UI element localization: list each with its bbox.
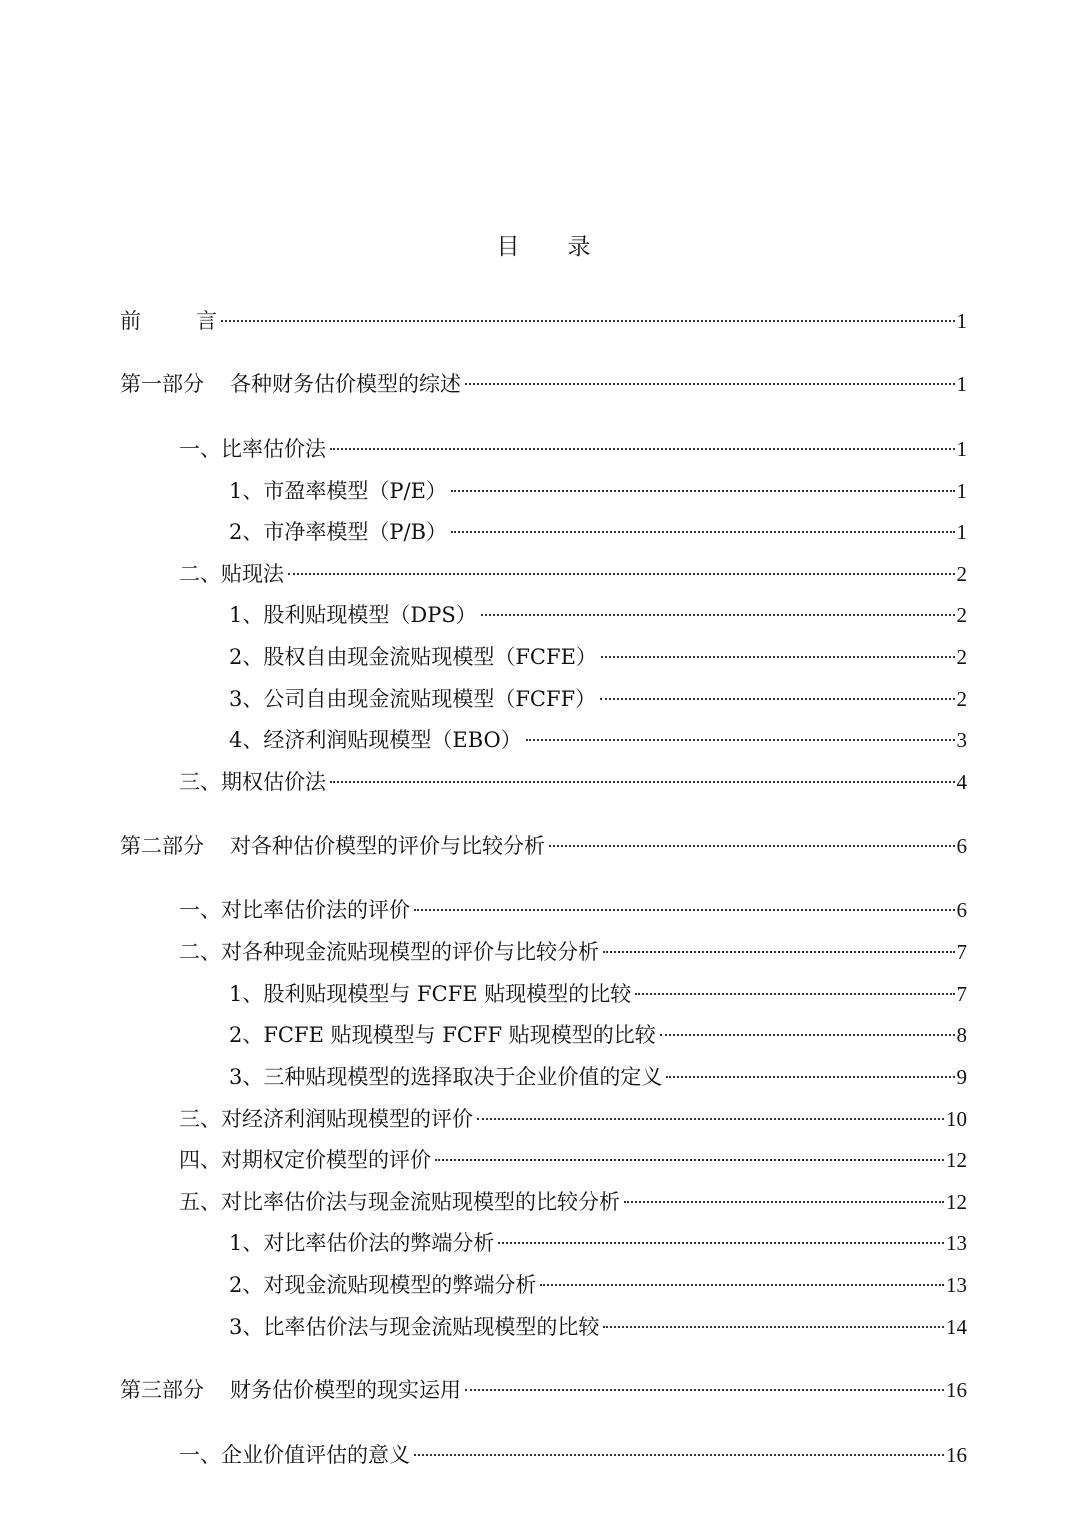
toc-entry-label: 1、股利贴现模型与 FCFE 贴现模型的比较 — [229, 982, 632, 1006]
toc-entry[interactable] — [229, 1270, 967, 1300]
toc-entry[interactable] — [229, 979, 967, 1009]
toc-entry-label: 一、企业价值评估的意义 — [179, 1443, 410, 1467]
toc-entry[interactable] — [229, 1020, 967, 1050]
toc-leader-dots — [465, 1389, 944, 1391]
toc-entry-label: 3、公司自由现金流贴现模型（FCFF） — [229, 687, 597, 711]
toc-entry-label: 3、三种贴现模型的选择取决于企业价值的定义 — [229, 1065, 663, 1089]
toc-page-number: 2 — [956, 645, 967, 669]
toc-entry-label: 一、对比率估价法的评价 — [179, 898, 410, 922]
toc-entry[interactable] — [229, 1062, 967, 1092]
toc-entry[interactable] — [229, 642, 967, 672]
toc-entry-label: 一、比率估价法 — [179, 437, 326, 461]
toc-entry-label: 二、贴现法 — [179, 562, 284, 586]
toc-entry-label: 1、对比率估价法的弊端分析 — [229, 1231, 495, 1255]
toc-page-number: 2 — [956, 562, 967, 586]
toc-entry-label: 4、经济利润贴现模型（EBO） — [229, 728, 522, 752]
toc-leader-dots — [600, 698, 954, 700]
toc-page-number: 1 — [956, 372, 967, 396]
toc-entry-label: 2、市净率模型（P/B） — [229, 520, 447, 544]
toc-entry-label: 第一部分 各种财务估价模型的综述 — [120, 372, 461, 396]
toc-page-number: 13 — [946, 1231, 967, 1255]
toc-leader-dots — [330, 781, 955, 783]
toc-leader-dots — [477, 1118, 944, 1120]
toc-entry-label: 二、对各种现金流贴现模型的评价与比较分析 — [179, 940, 599, 964]
toc-leader-dots — [288, 573, 955, 575]
toc-entry-label: 三、期权估价法 — [179, 770, 326, 794]
toc-entry-part-2[interactable] — [120, 831, 967, 861]
toc-page-number: 2 — [956, 603, 967, 627]
toc-leader-dots — [465, 383, 955, 385]
toc-leader-dots — [481, 614, 955, 616]
toc-page-number: 10 — [946, 1107, 967, 1131]
toc-leader-dots — [635, 993, 954, 995]
toc-page-number: 7 — [956, 940, 967, 964]
toc-entry[interactable] — [179, 1145, 967, 1175]
toc-page-number: 3 — [956, 728, 967, 752]
toc-entry-label: 2、FCFE 贴现模型与 FCFF 贴现模型的比较 — [229, 1023, 656, 1047]
toc-entry-label: 第三部分 财务估价模型的现实运用 — [120, 1378, 461, 1402]
toc-entry[interactable] — [179, 937, 967, 967]
toc-page-number: 1 — [956, 520, 967, 544]
toc-leader-dots — [549, 845, 955, 847]
toc-page-number: 1 — [956, 437, 967, 461]
toc-page-number: 14 — [946, 1315, 967, 1339]
toc-entry-part-3[interactable] — [120, 1375, 967, 1405]
toc-page-number: 16 — [946, 1378, 967, 1402]
toc-entry-label: 3、比率估价法与现金流贴现模型的比较 — [229, 1315, 600, 1339]
toc-entry-label: 第二部分 对各种估价模型的评价与比较分析 — [120, 834, 545, 858]
toc-leader-dots — [414, 1454, 944, 1456]
toc-entry[interactable] — [179, 1104, 967, 1134]
toc-page-number: 12 — [946, 1190, 967, 1214]
toc-leader-dots — [603, 951, 955, 953]
toc-page-number: 8 — [956, 1023, 967, 1047]
toc-leader-dots — [451, 531, 955, 533]
toc-page-number: 6 — [956, 898, 967, 922]
toc-leader-dots — [540, 1284, 944, 1286]
toc-entry-label: 四、对期权定价模型的评价 — [179, 1148, 431, 1172]
toc-leader-dots — [221, 320, 955, 322]
toc-entry[interactable] — [229, 725, 967, 755]
toc-entry-label: 三、对经济利润贴现模型的评价 — [179, 1107, 473, 1131]
toc-page-number: 1 — [956, 479, 967, 503]
toc-page-number: 9 — [956, 1065, 967, 1089]
toc-leader-dots — [624, 1201, 944, 1203]
toc-leader-dots — [660, 1034, 955, 1036]
toc-entry[interactable] — [229, 476, 967, 506]
toc-leader-dots — [451, 490, 955, 492]
toc-leader-dots — [601, 656, 955, 658]
toc-page-number: 6 — [956, 834, 967, 858]
toc-leader-dots — [435, 1159, 944, 1161]
toc-entry-label: 1、股利贴现模型（DPS） — [229, 603, 477, 627]
toc-leader-dots — [526, 739, 955, 741]
toc-entry[interactable] — [229, 1312, 967, 1342]
toc-page-number: 7 — [956, 982, 967, 1006]
toc-entry[interactable] — [229, 600, 967, 630]
toc-entry[interactable] — [229, 684, 967, 714]
toc-entry-preface[interactable] — [120, 306, 967, 336]
toc-page-number: 2 — [956, 687, 967, 711]
toc-entry[interactable] — [179, 895, 967, 925]
toc-entry-label: 2、对现金流贴现模型的弊端分析 — [229, 1273, 537, 1297]
toc-entry[interactable] — [179, 1187, 967, 1217]
toc-leader-dots — [330, 448, 955, 450]
toc-leader-dots — [666, 1076, 954, 1078]
toc-page-number: 1 — [956, 309, 967, 333]
toc-leader-dots — [498, 1242, 944, 1244]
toc-page-number: 13 — [946, 1273, 967, 1297]
toc-entry-label: 五、对比率估价法与现金流贴现模型的比较分析 — [179, 1190, 620, 1214]
toc-entry[interactable] — [179, 434, 967, 464]
toc-leader-dots — [603, 1326, 944, 1328]
toc-leader-dots — [414, 909, 955, 911]
toc-page-number: 4 — [956, 770, 967, 794]
title-char-right: 录 — [567, 234, 591, 260]
toc-entry-label: 2、股权自由现金流贴现模型（FCFE） — [229, 645, 597, 669]
toc-entry-part-1[interactable] — [120, 369, 967, 399]
toc-entry[interactable] — [179, 1440, 967, 1470]
toc-entry[interactable] — [179, 559, 967, 589]
toc-entry[interactable] — [179, 767, 967, 797]
toc-page-number: 16 — [946, 1443, 967, 1467]
toc-entry-label: 1、市盈率模型（P/E） — [229, 479, 447, 503]
toc-page-number: 12 — [946, 1148, 967, 1172]
toc-entry[interactable] — [229, 517, 967, 547]
toc-entry-label: 前 言 — [120, 309, 217, 333]
toc-entry[interactable] — [229, 1228, 967, 1258]
title-char-left: 目 — [496, 234, 520, 260]
